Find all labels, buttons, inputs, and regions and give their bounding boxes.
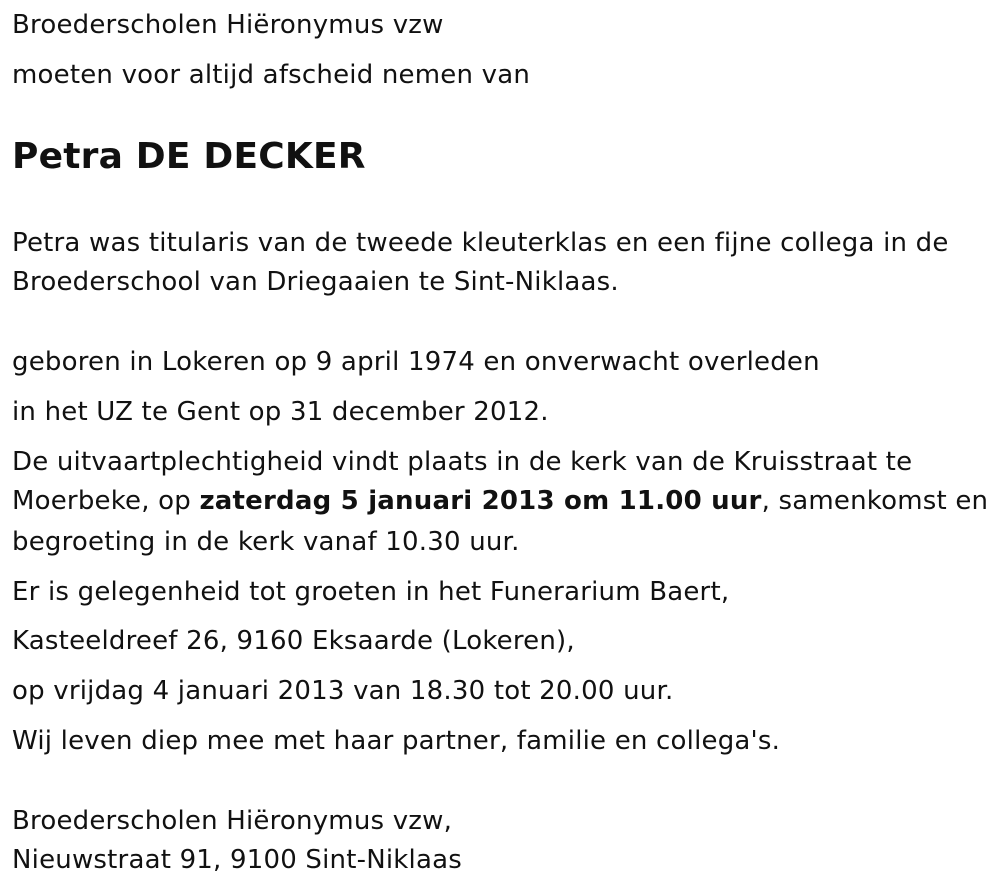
funeral-line-3: begroeting in de kerk vanaf 10.30 uur.: [12, 527, 520, 557]
funeral-line-2: [12, 481, 988, 521]
footer-organization: Broederscholen Hiëronymus vzw,: [12, 806, 453, 836]
funeral-line-2-prefix: Moerbeke, op: [12, 486, 200, 516]
visit-line-3: op vrijdag 4 januari 2013 van 18.30 tot 20.00 uur.: [12, 676, 674, 706]
visit-line-1: Er is gelegenheid tot groeten in het Funerarium Baert,: [12, 577, 730, 607]
intro-line-2: Broederschool van Driegaaien te Sint-Niklaas.: [12, 267, 619, 297]
deceased-name: Petra DE DECKER: [12, 136, 366, 177]
funeral-line-1: De uitvaartplechtigheid vindt plaats in de kerk van de Kruisstraat te: [12, 447, 913, 477]
funeral-line-2-suffix: , samenkomst en: [761, 486, 989, 516]
born-line: geboren in Lokeren op 9 april 1974 en onverwacht overleden: [12, 347, 820, 377]
died-line: in het UZ te Gent op 31 december 2012.: [12, 397, 549, 427]
intro-line-1: Petra was titularis van de tweede kleuterklas en een fijne collega in de: [12, 228, 949, 258]
header-farewell-text: moeten voor altijd afscheid nemen van: [12, 60, 531, 90]
visit-line-2: Kasteeldreef 26, 9160 Eksaarde (Lokeren),: [12, 626, 575, 656]
footer-address: Nieuwstraat 91, 9100 Sint-Niklaas: [12, 845, 462, 875]
funeral-date-time: zaterdag 5 januari 2013 om 11.00 uur: [199, 486, 762, 516]
header-organization: Broederscholen Hiëronymus vzw: [12, 10, 444, 40]
sympathy-line: Wij leven diep mee met haar partner, familie en collega's.: [12, 726, 781, 756]
